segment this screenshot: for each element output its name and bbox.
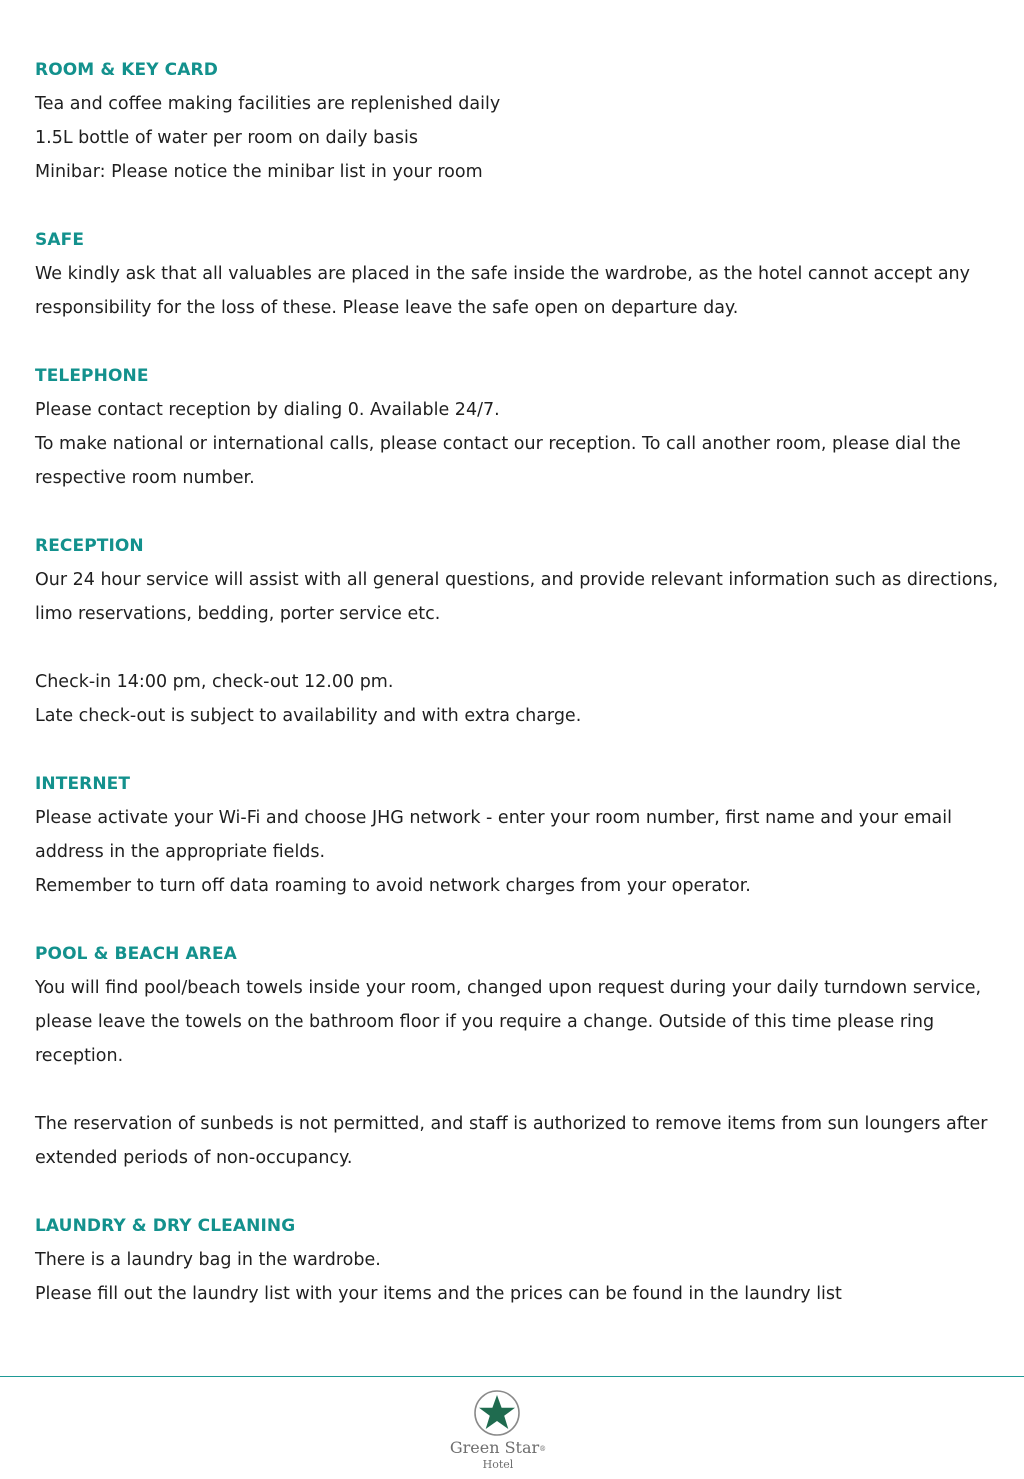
registered-mark: ® xyxy=(539,1445,547,1453)
logo-name-text: Green Star xyxy=(449,1438,540,1457)
section-laundry xyxy=(35,1209,995,1311)
text-line: Late check-out is subject to availability and with extra charge. xyxy=(35,706,582,726)
logo-name xyxy=(448,1438,548,1458)
text-line: Tea and coffee making facilities are replenished daily xyxy=(35,94,501,114)
text-line: address in the appropriate fields. xyxy=(35,842,326,862)
text-line: To make national or international calls, please contact our reception. To call another room, please dial the xyxy=(35,434,961,454)
section-heading: ROOM & KEY CARD xyxy=(35,60,218,80)
text-line: limo reservations, bedding, porter service etc. xyxy=(35,604,441,624)
star-in-circle-icon xyxy=(472,1388,522,1438)
text-line: We kindly ask that all valuables are placed in the safe inside the wardrobe, as the hotel cannot accept any xyxy=(35,264,970,284)
section-telephone xyxy=(35,359,995,495)
text-line: 1.5L bottle of water per room on daily basis xyxy=(35,128,418,148)
text-line: Remember to turn off data roaming to avoid network charges from your operator. xyxy=(35,876,751,896)
footer-divider xyxy=(0,1376,1024,1377)
text-line: Please contact reception by dialing 0. Available 24/7. xyxy=(35,400,500,420)
section-heading: POOL & BEACH AREA xyxy=(35,944,237,964)
section-heading: INTERNET xyxy=(35,774,131,794)
text-line: The reservation of sunbeds is not permitted, and staff is authorized to remove items from sun loungers after xyxy=(35,1114,988,1134)
text-line: extended periods of non-occupancy. xyxy=(35,1148,353,1168)
text-line: Please activate your Wi-Fi and choose JHG network - enter your room number, first name and your email xyxy=(35,808,952,828)
section-heading: LAUNDRY & DRY CLEANING xyxy=(35,1216,296,1236)
section-heading: SAFE xyxy=(35,230,85,250)
text-line: please leave the towels on the bathroom floor if you require a change. Outside of this time please ring xyxy=(35,1012,935,1032)
text-line: You will find pool/beach towels inside your room, changed upon request during your daily turndown service, xyxy=(35,978,982,998)
section-room-key-card xyxy=(35,53,995,189)
section-heading: TELEPHONE xyxy=(35,366,149,386)
logo-subtitle: Hotel xyxy=(482,1458,514,1471)
section-heading: RECEPTION xyxy=(35,536,144,556)
text-line: Minibar: Please notice the minibar list in your room xyxy=(35,162,483,182)
section-internet xyxy=(35,767,995,903)
text-line: reception. xyxy=(35,1046,124,1066)
section-safe xyxy=(35,223,995,325)
text-line: responsibility for the loss of these. Please leave the safe open on departure day. xyxy=(35,298,739,318)
text-line: There is a laundry bag in the wardrobe. xyxy=(35,1250,381,1270)
hotel-logo xyxy=(448,1388,548,1476)
section-reception xyxy=(35,529,999,733)
info-document xyxy=(35,53,999,1311)
section-pool-beach xyxy=(35,937,995,1175)
text-line: Check-in 14:00 pm, check-out 12.00 pm. xyxy=(35,672,394,692)
text-line: Our 24 hour service will assist with all general questions, and provide relevant information such as directions, xyxy=(35,570,999,590)
text-line: Please fill out the laundry list with your items and the prices can be found in the laundry list xyxy=(35,1284,842,1304)
text-line: respective room number. xyxy=(35,468,255,488)
